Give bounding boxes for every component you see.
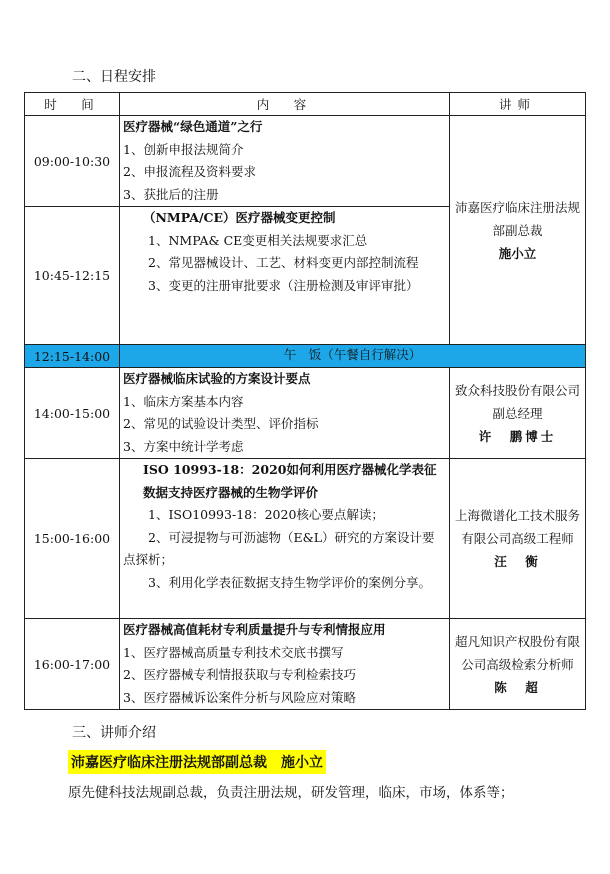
table-row [25,368,586,459]
lecturer-org: 沛嘉医疗临床注册法规部副总裁 [454,199,580,238]
session-item: 1、医疗器械高质量专利技术交底书撰写 [123,644,344,660]
session-content [120,619,450,710]
session-item: 2、医疗器械专利情报获取与专利检索技巧 [123,667,356,682]
session-item: 2、常见的试验设计类型、评价指标 [123,416,319,431]
header-content: 内 容 [120,93,450,116]
session-item: 2、常见器械设计、工艺、材料变更内部控制流程 [148,255,419,270]
lecturer-cell [450,116,586,345]
lecturer-name: 陈 超 [494,679,541,695]
session-content [120,207,450,345]
section-title-lecturers: 三、讲师介绍 [72,725,156,741]
session-item: 2、申报流程及资料要求 [123,164,256,179]
header-lecturer: 讲师 [450,93,586,116]
session-time: 09:00-10:30 [25,116,120,207]
session-time: 10:45-12:15 [25,207,120,345]
session-title: 医疗器械临床试验的方案设计要点 [123,371,311,386]
lecturer-cell [450,368,586,459]
session-title: 医疗器械高值耗材专利质量提升与专利情报应用 [123,622,386,637]
table-row [25,116,586,207]
section-title-schedule: 二、日程安排 [72,69,156,85]
session-content [120,459,450,619]
session-title: 医疗器械“绿色通道”之行 [123,119,263,134]
lecturer-org: 上海微谱化工技术服务有限公司高级工程师 [454,508,580,546]
session-time: 16:00-17:00 [25,619,120,710]
session-item: 3、获批后的注册 [123,186,219,202]
session-item: 1、NMPA& CE变更相关法规要求汇总 [148,232,368,248]
session-content [120,116,450,207]
lecturer-name: 汪 衡 [494,554,541,569]
table-header-row [25,93,586,116]
schedule-table [24,92,586,710]
lecturer-name: 施小立 [498,245,537,261]
lunch-time: 12:15-14:00 [25,345,120,368]
session-time: 15:00-16:00 [25,459,120,619]
table-row [25,459,586,619]
session-item: 3、医疗器械诉讼案件分析与风险应对策略 [123,689,356,705]
lecturer-org: 致众科技股份有限公司副总经理 [454,382,580,421]
lecturer-org: 超凡知识产权股份有限公司高级检索分析师 [454,633,580,672]
session-item: 3、利用化学表征数据支持生物学评价的案例分享。 [148,574,431,590]
lunch-row [25,345,586,368]
session-title: ISO 10993-18：2020如何利用医疗器械化学表征数据支持医疗器械的生物学评价 [143,462,437,500]
header-time: 时 间 [25,93,120,116]
session-item: 1、临床方案基本内容 [123,393,244,409]
session-title: （NMPA/CE）医疗器械变更控制 [143,210,336,225]
session-item: 1、ISO10993-18：2020核心要点解读； [148,507,384,522]
lunch-text: 午 饭（午餐自行解决） [120,345,586,368]
session-item: 1、创新申报法规简介 [123,141,244,157]
lecturer-name: 许 鹏博士 [478,428,557,444]
intro-text: 原先健科技法规副总裁，负责注册法规，研发管理，临床，市场，体系等； [68,785,514,801]
session-content [120,368,450,459]
intro-heading: 沛嘉医疗临床注册法规部副总裁 施小立 [68,750,326,774]
session-time: 14:00-15:00 [25,368,120,459]
lecturer-cell [450,459,586,619]
table-row [25,619,586,710]
session-item: 3、变更的注册审批要求（注册检测及审评审批） [148,277,419,293]
lecturer-cell [450,619,586,710]
session-item: 3、方案中统计学考虑 [123,438,244,454]
session-item: 2、可浸提物与可沥滤物（E&L）研究的方案设计要点探析； [123,529,435,567]
